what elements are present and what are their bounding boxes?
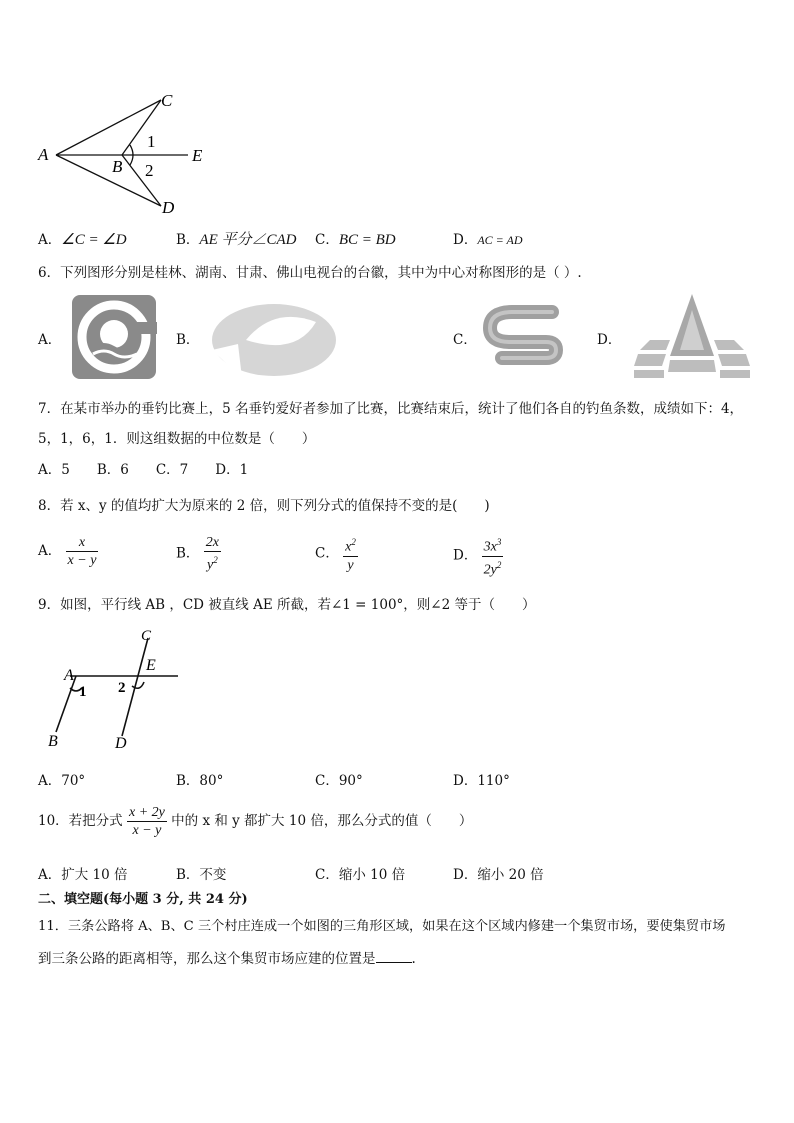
- q5-angle-2: 2: [145, 161, 154, 180]
- q8-d-fraction: $\frac{3x^3}{2y^2}$: [482, 534, 504, 578]
- q9-angle-1: 1: [79, 684, 87, 700]
- q9-figure: [40, 624, 190, 754]
- q5-option-a: A．∠C = ∠D: [38, 232, 127, 248]
- q9-stem: 9．如图，平行线 AB ，CD 被直线 AE 所截，若∠1 = 100°，则∠2 等于（ ）: [38, 597, 536, 613]
- q5-label-a: A: [38, 145, 49, 164]
- q7-stem-line1: 7．在某市举办的垂钓比赛上，5 名垂钓爱好者参加了比赛，比赛结束后，统计了他们各自的钓鱼条数，成绩如下：4，: [38, 401, 744, 417]
- q5-option-c: C．BC = BD: [315, 232, 396, 248]
- q9-option-b: B．80°: [176, 773, 224, 789]
- q8-option-c: C． $\frac{x^2}{y}$: [315, 534, 358, 574]
- hunan-tv-logo-icon: [208, 300, 340, 382]
- q10-option-d: D．缩小 20 倍: [453, 867, 544, 883]
- q9-label-a: A: [64, 667, 74, 684]
- foshan-tv-logo-icon: [634, 292, 750, 380]
- guilin-tv-logo-icon: [71, 294, 157, 380]
- section-2-title: 二、填空题(每小题 3 分, 共 24 分): [38, 892, 248, 907]
- q9-option-c: C．90°: [315, 773, 363, 789]
- q9-angle-2: 2: [118, 680, 126, 696]
- q8-option-d: D． $\frac{3x^3}{2y^2}$: [453, 534, 503, 578]
- answer-blank[interactable]: [376, 950, 412, 963]
- q5-angle-1: 1: [147, 132, 156, 151]
- q8-c-fraction: $\frac{x^2}{y}$: [343, 534, 358, 574]
- q5-label-e: E: [192, 146, 203, 165]
- q9-option-d: D．110°: [453, 773, 510, 789]
- q8-stem: 8．若 x、y 的值均扩大为原来的 2 倍，则下列分式的值保持不变的是( ): [38, 498, 490, 514]
- q5-label-c: C: [161, 91, 173, 110]
- q10-option-b: B．不变: [176, 867, 227, 883]
- q5-label-b: B: [112, 157, 123, 176]
- q7-stem-line2: 5，1，6，1．则这组数据的中位数是（ ）: [38, 431, 316, 447]
- q10-option-a: A．扩大 10 倍: [38, 867, 128, 883]
- q5-label-d: D: [162, 198, 175, 217]
- q10-stem: 10．若把分式 $\frac{x + 2y}{x - y}$ 中的 x 和 y 都扩大 10 倍，那么分式的值（ ）: [38, 805, 473, 838]
- q8-option-a: A． $\frac{x}{x - y}$: [38, 535, 97, 568]
- q10-fraction: $\frac{x + 2y}{x - y}$: [128, 805, 165, 838]
- q11-line2: 到三条公路的距离相等，那么这个集贸市场应建的位置是 .: [38, 951, 416, 967]
- q5-option-d: D．AC = AD: [453, 232, 523, 248]
- q8-option-b: B． $\frac{2x}{y^2}$: [176, 535, 219, 573]
- q11-line1: 11．三条公路将 A、B、C 三个村庄连成一个如图的三角形区域，如果在这个区域内修建一个集贸市场，要使集贸市场: [38, 919, 726, 934]
- q9-label-d: D: [115, 735, 127, 752]
- gansu-tv-logo-icon: [482, 302, 578, 374]
- q9-option-a: A．70°: [38, 773, 86, 789]
- q5-option-b: B．AE 平分∠CAD: [176, 232, 297, 248]
- q6-option-a-letter: A．: [38, 332, 62, 348]
- q10-option-c: C．缩小 10 倍: [315, 867, 406, 883]
- q8-b-fraction: $\frac{2x}{y^2}$: [205, 535, 219, 573]
- q6-option-c-letter: C．: [453, 332, 477, 348]
- q5-figure: [34, 88, 214, 218]
- q9-label-b: B: [48, 733, 58, 750]
- q6-stem: 6．下列图形分别是桂林、湖南、甘肃、佛山电视台的台徽，其中为中心对称图形的是（ ）.: [38, 265, 582, 281]
- q9-label-c: C: [141, 628, 152, 644]
- q6-option-b-letter: B．: [176, 332, 200, 348]
- q8-a-fraction: $\frac{x}{x - y}$: [67, 535, 97, 568]
- q7-options: A．5 B．6 C．7 D．1: [38, 462, 249, 478]
- q9-label-e: E: [146, 657, 156, 674]
- q6-option-d-letter: D．: [597, 332, 622, 348]
